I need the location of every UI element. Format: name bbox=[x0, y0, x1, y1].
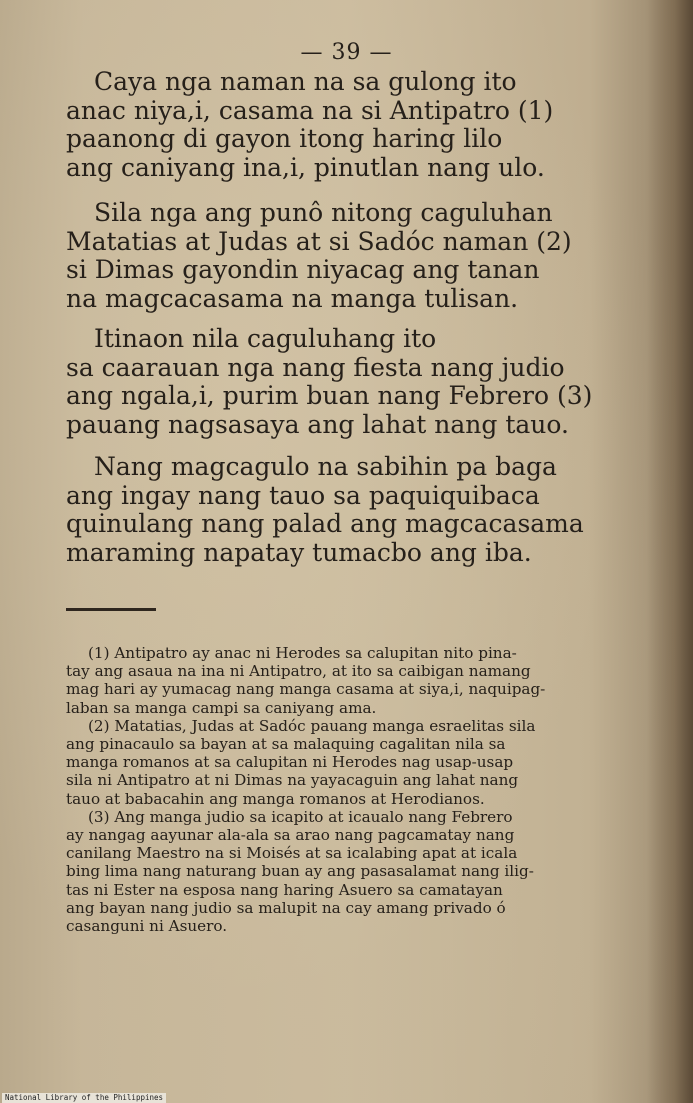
verse-stanza bbox=[66, 453, 626, 567]
footnote-line: ay nangag aayunar ala-ala sa arao nang pagcamatay nang bbox=[66, 826, 515, 845]
page-number: — 39 — bbox=[300, 40, 393, 65]
verse-line: si Dimas gayondin niyacag ang tanan bbox=[66, 255, 540, 284]
footnote-line: tay ang asaua na ina ni Antipatro, at ito sa caibigan namang bbox=[66, 662, 531, 681]
verse-line: na magcacasama na manga tulisan. bbox=[66, 283, 519, 313]
verse-line: paanong di gayon itong haring lilo bbox=[66, 124, 503, 153]
footnote-line: tauo at babacahin ang manga romanos at Herodianos. bbox=[66, 789, 485, 808]
footnote-divider bbox=[66, 608, 156, 611]
footnote-line: manga romanos at sa calupitan ni Herodes nag usap-usap bbox=[66, 753, 514, 772]
verse-line: ang ingay nang tauo sa paquiquibaca bbox=[66, 480, 540, 510]
verse-line: ang ngala,i, purim buan nang Febrero (3) bbox=[66, 381, 593, 410]
verse-line: Sila nga ang punô nitong caguluhan bbox=[94, 198, 553, 227]
footnote-line: ang pinacaulo sa bayan at sa malaquing cagalitan nila sa bbox=[66, 735, 506, 754]
footnote-line: sila ni Antipatro at ni Dimas na yayacaguin ang lahat nang bbox=[66, 771, 519, 790]
footnote-line: (3) Ang manga judio sa icapito at icaualo nang Febrero bbox=[88, 807, 513, 826]
verse-line: anac niya,i, casama na si Antipatro (1) bbox=[66, 95, 554, 125]
footnote-line: canilang Maestro na si Moisés at sa icalabing apat at icala bbox=[66, 844, 518, 863]
verse-stanza bbox=[66, 199, 626, 313]
archive-credit: National Library of the Philippines bbox=[2, 1093, 166, 1103]
footnote-line: ang bayan nang judio sa malupit na cay amang privado ó bbox=[66, 898, 506, 917]
verse-line: Nang magcagulo na sabihin pa baga bbox=[94, 452, 557, 481]
footnote-line: (2) Matatias, Judas at Sadóc pauang manga esraelitas sila bbox=[88, 716, 536, 735]
verse-line: Itinaon nila caguluhang ito bbox=[94, 324, 437, 353]
footnote-line: bing lima nang naturang buan ay ang pasasalamat nang ilig- bbox=[66, 862, 534, 881]
page-edge-shadow bbox=[647, 0, 693, 1103]
footnote-line: laban sa manga campi sa caniyang ama. bbox=[66, 698, 377, 717]
verse-line: Caya nga naman na sa gulong ito bbox=[94, 67, 517, 96]
footnote-line: (1) Antipatro ay anac ni Herodes sa calupitan nito pina- bbox=[88, 644, 517, 662]
verse-line: sa caarauan nga nang fiesta nang judio bbox=[66, 352, 565, 382]
verse-line: ang caniyang ina,i, pinutlan nang ulo. bbox=[66, 152, 545, 182]
footnote-line: tas ni Ester na esposa nang haring Asuero sa camatayan bbox=[66, 880, 503, 899]
verse-line: pauang nagsasaya ang lahat nang tauo. bbox=[66, 409, 569, 439]
verse-stanza bbox=[66, 68, 626, 182]
verse-line: maraming napatay tumacbo ang iba. bbox=[66, 537, 532, 567]
verse-stanza bbox=[66, 325, 626, 439]
footnote-line: mag hari ay yumacag nang manga casama at siya,i, naquipag- bbox=[66, 680, 546, 699]
footnotes bbox=[66, 644, 650, 935]
footnote-line: casanguni ni Asuero. bbox=[66, 917, 228, 936]
verse-line: quinulang nang palad ang magcacasama bbox=[66, 509, 584, 538]
verse-line: Matatias at Judas at si Sadóc naman (2) bbox=[66, 226, 572, 256]
